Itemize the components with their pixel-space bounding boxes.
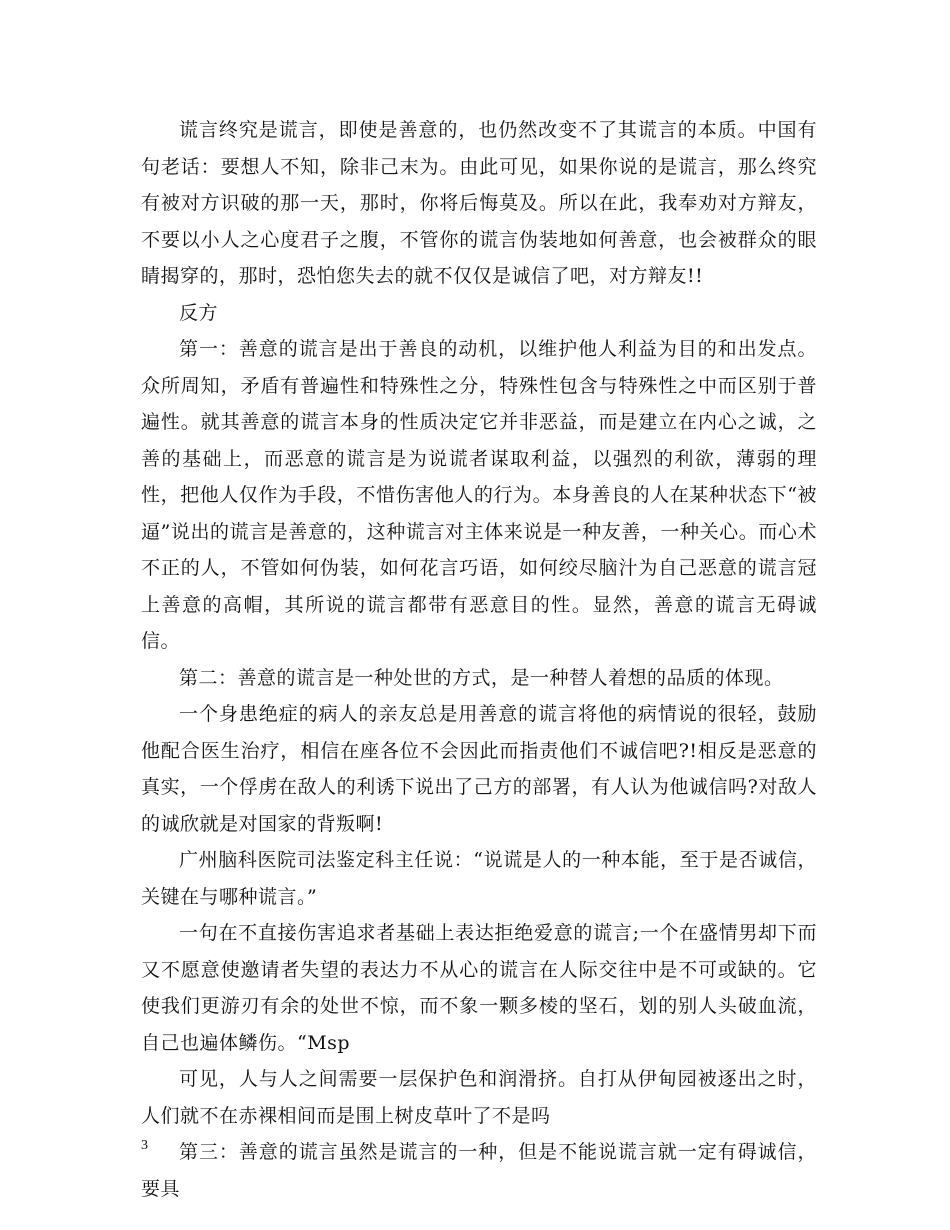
- page-number: 3: [141, 1138, 148, 1153]
- paragraph-2-heading: 反方: [179, 301, 219, 324]
- paragraph-9: 第三：善意的谎言虽然是谎言的一种，但是不能说谎言就一定有碍诚信，要具: [141, 1141, 817, 1200]
- paragraph-3: 第一：善意的谎言是出于善良的动机，以维护他人利益为目的和出发点。众所周知，矛盾有普遍性和特殊性之分，特殊性包含与特殊性之中而区别于普遍性。就其善意的谎言本身的性质决定它并非恶益，而是建立在内心之诚，之善的基础上，而恶意的谎言是为说谎者谋取利益，以强烈的利欲，薄弱的理性，把他人仅作为手段，不惜伤害他人的行为。本身善良的人在某种状态下“被逼”说出的谎言是善意的，这种谎言对主体来说是一种友善，一种关心。而心术不正的人，不管如何伪装，如何花言巧语，如何绞尽脑汁为自己恶意的谎言冠上善意的高帽，其所说的谎言都带有恶意目的性。显然，善意的谎言无碍诚信。: [141, 338, 817, 652]
- document-body: [141, 112, 817, 1207]
- paragraph-1: 谎言终究是谎言，即使是善意的，也仍然改变不了其谎言的本质。中国有句老话：要想人不知，除非己末为。由此可见，如果你说的是谎言，那么终究有被对方识破的那一天，那时，你将后悔莫及。所以在此，我奉劝对方辩友，不要以小人之心度君子之腹，不管你的谎言伪装地如何善意，也会被群众的眼睛揭穿的，那时，恐怕您失去的就不仅仅是诚信了吧，对方辩友!!: [141, 119, 817, 287]
- paragraph-8: 可见，人与人之间需要一层保护色和润滑挤。自打从伊甸园被逐出之时，人们就不在赤裸相间而是围上树皮草叶了不是吗: [141, 1068, 817, 1127]
- paragraph-4: 第二：善意的谎言是一种处世的方式，是一种替人着想的品质的体现。: [179, 666, 784, 689]
- paragraph-6: 广州脑科医院司法鉴定科主任说：“说谎是人的一种本能，至于是否诚信，关键在与哪种谎言。”: [141, 849, 817, 908]
- paragraph-5: 一个身患绝症的病人的亲友总是用善意的谎言将他的病情说的很轻，鼓励他配合医生治疗，相信在座各位不会因此而指责他们不诚信吧?!相反是恶意的真实，一个俘虏在敌人的利诱下说出了己方的部署，有人认为他诚信吗?对敌人的诚欣就是对国家的背叛啊!: [141, 703, 817, 835]
- paragraph-7: 一句在不直接伤害追求者基础上表达拒绝爱意的谎言;一个在盛情男却下而又不愿意使邀请者失望的表达力不从心的谎言在人际交往中是不可或缺的。它使我们更游刃有余的处世不惊，而不象一颗多棱的坚石，划的别人头破血流，自己也遍体鳞伤。“Msp: [141, 922, 817, 1054]
